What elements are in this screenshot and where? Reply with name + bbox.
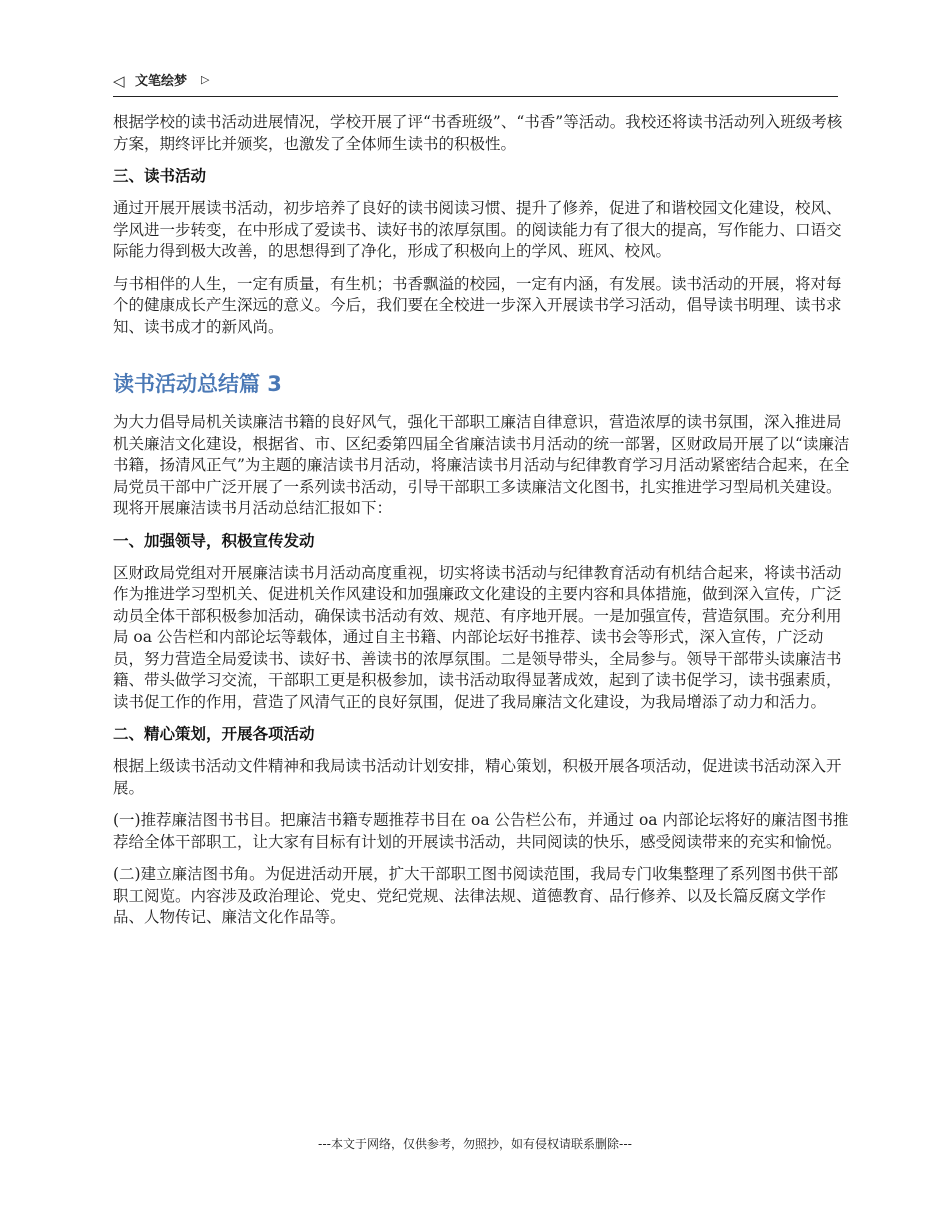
page-header (113, 70, 838, 97)
paragraph: 根据上级读书活动文件精神和我局读书活动计划安排，精心策划，积极开展各项活动，促进读书活动深入开展。 (113, 757, 842, 797)
section-title: 读书活动总结篇 3 (113, 372, 282, 396)
paragraph: (一)推荐廉洁图书书目。把廉洁书籍专题推荐书目在 oa 公告栏公布，并通过 oa 内部论坛将好的廉洁图书推荐给全体干部职工，让大家有目标有计划的开展读书活动，共同阅读的快乐，感受阅读带来的充实和愉悦。 (113, 811, 849, 851)
footer-disclaimer: ---本文于网络，仅供参考，勿照抄，如有侵权请联系删除--- (318, 1137, 632, 1151)
subheading: 三、读书活动 (113, 167, 207, 185)
subheading: 一、加强领导，积极宣传发动 (113, 531, 315, 550)
paragraph: 与书相伴的人生，一定有质量，有生机；书香飘溢的校园，一定有内涵，有发展。读书活动的开展，将对每个的健康成长产生深远的意义。今后，我们要在全校进一步深入开展读书学习活动，倡导读书明理、读书求知、读书成才的新风尚。 (113, 274, 842, 336)
paragraph: 根据学校的读书活动进展情况，学校开展了评“书香班级”、“书香”等活动。我校还将读书活动列入班级考核方案，期终评比并颁奖，也激发了全体师生读书的积极性。 (113, 113, 843, 153)
paragraph: 为大力倡导局机关读廉洁书籍的良好风气，强化干部职工廉洁自律意识，营造浓厚的读书氛围，深入推进局机关廉洁文化建设，根据省、市、区纪委第四届全省廉洁读书月活动的统一部署，区财政局开展了以“读廉洁书籍，扬清风正气”为主题的廉洁读书月活动，将廉洁读书月活动与纪律教育学习月活动紧密结合起来，在全局党员干部中广泛开展了一系列读书活动，引导干部职工多读廉洁文化图书，扎实推进学习型局机关建设。现将开展廉洁读书月活动总结汇报如下： (113, 413, 850, 517)
paragraph: (二)建立廉洁图书角。为促进活动开展，扩大干部职工图书阅读范围，我局专门收集整理了系列图书供干部职工阅览。内容涉及政治理论、党史、党纪党规、法律法规、道德教育、品行修养、以及长篇反腐文学作品、人物传记、廉洁文化作品等。 (113, 865, 839, 926)
subheading: 二、精心策划，开展各项活动 (113, 725, 315, 743)
triangle-left-icon: ◁ (113, 72, 125, 90)
paragraph: 区财政局党组对开展廉洁读书月活动高度重视，切实将读书活动与纪律教育活动有机结合起来，将读书活动作为推进学习型机关、促进机关作风建设和加强廉政文化建设的主要内容和具体措施，做到深入宣传，广泛动员全体干部积极参加活动，确保读书活动有效、规范、有序地开展。一是加强宣传，营造氛围。充分利用局 oa 公告栏和内部论坛等载体，通过自主书籍、内部论坛好书推荐、读书会等形式，深入宣传，广泛动员，努力营造全局爱读书、读好书、善读书的浓厚氛围。二是领导带头，全局参与。领导干部带头读廉洁书籍、带头做学习交流，干部职工更是积极参加，读书活动取得显著成效，起到了读书促学习，读书强素质，读书促工作的作用，营造了风清气正的良好氛围，促进了我局廉洁文化建设，为我局增添了动力和活力。 (113, 563, 842, 711)
paragraph: 通过开展开展读书活动，初步培养了良好的读书阅读习惯、提升了修养，促进了和谐校园文化建设，校风、学风进一步转变，在中形成了爱读书、读好书的浓厚氛围。的阅读能力有了很大的提高，写作能力、口语交际能力得到极大改善，的思想得到了净化，形成了积极向上的学风、班风、校风。 (113, 199, 842, 260)
document-body (113, 112, 853, 940)
triangle-right-icon: ▷ (201, 73, 210, 86)
header-title: 文笔绘梦 (135, 74, 188, 89)
